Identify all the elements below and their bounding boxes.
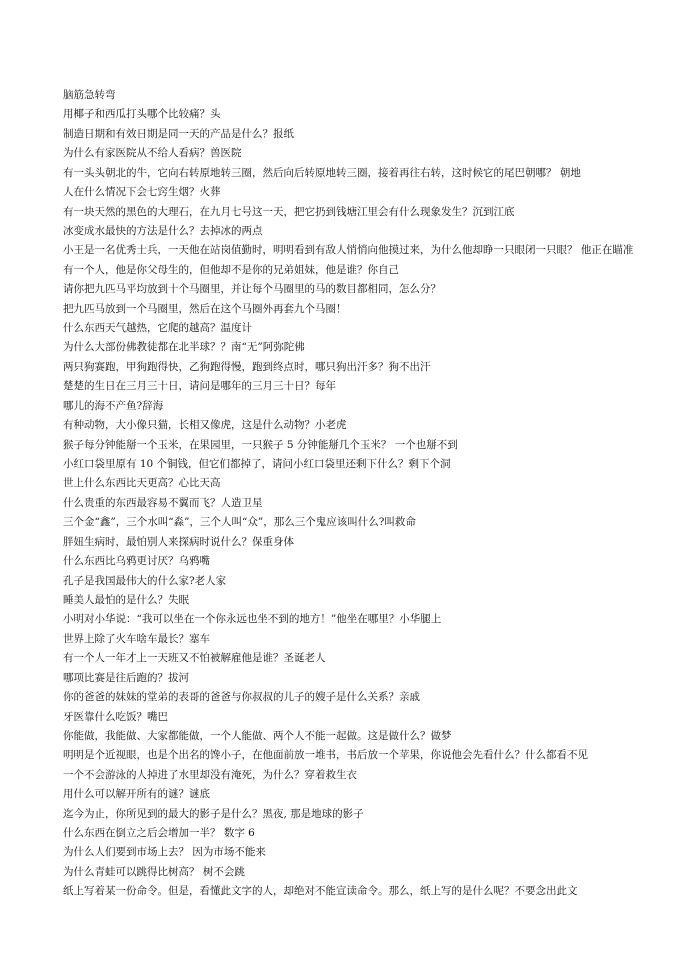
- riddle-line: 楚楚的生日在三月三十日，请问是哪年的三月三十日？每年: [63, 380, 336, 393]
- riddle-line: 请你把九匹马平均放到十个马圈里，并让每个马圈里的马的数目都相同，怎么分？: [63, 283, 441, 296]
- riddle-line: 小红口袋里原有 10 个铜钱，但它们都掉了，请问小红口袋里还剩下什么？剩下个洞: [63, 458, 451, 471]
- riddle-line: 把九匹马放到一个马圈里，然后在这个马圈外再套九个马圈！: [63, 302, 347, 315]
- riddle-line: 明明是个近视眼，也是个出名的馋小子，在他面前放一堆书，书后放一个苹果，你说他会先看什么？什么都看不见: [63, 749, 588, 762]
- riddle-line: 两只狗赛跑，甲狗跑得快，乙狗跑得慢，跑到终点时，哪只狗出汗多？狗不出汗: [63, 360, 431, 373]
- riddle-line: 胖妞生病时，最怕别人来探病时说什么？保重身体: [63, 535, 294, 548]
- riddle-line: 纸上写着某一份命令。但是，看懂此文字的人，却绝对不能宣读命令。那么，纸上写的是什么呢？不要念出此文: [63, 885, 578, 898]
- riddle-line: 三个金“鑫”，三个水叫“淼”，三个人叫“众”，那么三个鬼应该叫什么?叫救命: [63, 516, 416, 529]
- riddle-line: 有一块天然的黑色的大理石，在九月七号这一天，把它扔到钱塘江里会有什么现象发生？沉到江底: [63, 205, 515, 218]
- riddle-line: 人在什么情况下会七窍生烟？火葬: [63, 186, 221, 199]
- document-title: 脑筋急转弯: [63, 89, 116, 101]
- riddle-line: 为什么大部份佛教徒都在北半球？？南“无”阿弥陀佛: [63, 341, 305, 354]
- riddle-line: 用椰子和西瓜打头哪个比较痛？头: [63, 108, 221, 121]
- riddle-line: 睡美人最怕的是什么？失眠: [63, 593, 189, 606]
- riddle-line: 什么贵重的东西最容易不翼而飞？人造卫星: [63, 496, 263, 509]
- riddle-line: 有一头头朝北的牛，它向右转原地转三圈，然后向后转原地转三圈，接着再往右转，这时候它的尾巴朝哪？ 朝地: [63, 166, 581, 179]
- riddle-line: 有一个人，他是你父母生的，但他却不是你的兄弟姐妹，他是谁？你自己: [63, 263, 399, 276]
- riddle-line: 制造日期和有效日期是同一天的产品是什么？报纸: [63, 127, 294, 140]
- riddle-line: 为什么人们要到市场上去？ 因为市场不能来: [63, 846, 266, 859]
- riddle-line: 迄今为止，你所见到的最大的影子是什么？黑夜, 那是地球的影子: [63, 807, 364, 820]
- riddle-line: 什么东西天气越热，它爬的越高？温度计: [63, 322, 252, 335]
- riddle-line: 冰变成水最快的方法是什么？去掉冰的两点: [63, 224, 263, 237]
- riddle-line: 小王是一名优秀士兵，一天他在站岗值勤时，明明看到有敌人悄悄向他摸过来，为什么他却睁一只眼闭一只眼？ 他正在瞄准: [63, 244, 634, 257]
- document-body: [63, 86, 663, 902]
- riddle-line: 什么东西比乌鸦更讨厌？乌鸦嘴: [63, 555, 210, 568]
- riddle-line: 你能做，我能做、大家都能做，一个人能做、两个人不能一起做。这是做什么？做梦: [63, 729, 452, 742]
- riddle-line: 为什么有家医院从不给人看病？兽医院: [63, 147, 242, 160]
- riddle-line: 什么东西在倒立之后会增加一半？ 数字 6: [63, 827, 255, 840]
- riddle-line: 牙医靠什么吃饭？嘴巴: [63, 710, 168, 723]
- riddle-line: 小明对小华说：“我可以坐在一个你永远也坐不到的地方！”他坐在哪里？小华腿上: [63, 613, 442, 626]
- riddle-line: 哪儿的海不产鱼?辞海: [63, 399, 164, 412]
- riddle-line: 孔子是我国最伟大的什么家?老人家: [63, 574, 227, 587]
- riddle-line: 用什么可以解开所有的谜？谜底: [63, 788, 210, 801]
- riddle-line: 有种动物，大小像只猫，长相又像虎，这是什么动物？小老虎: [63, 419, 347, 432]
- riddle-line: 有一个人一年才上一天班又不怕被解雇他是谁？圣诞老人: [63, 652, 326, 665]
- riddle-line: 哪项比赛是往后跑的？拔河: [63, 671, 189, 684]
- riddle-line: 世界上除了火车啥车最长？塞车: [63, 632, 210, 645]
- riddle-line: 为什么青蛙可以跳得比树高？ 树不会跳: [63, 865, 245, 878]
- riddle-line: 你的爸爸的妹妹的堂弟的表哥的爸爸与你叔叔的儿子的嫂子是什么关系？亲戚: [63, 691, 420, 704]
- riddle-line: 一个不会游泳的人掉进了水里却没有淹死，为什么？穿着救生衣: [63, 768, 357, 781]
- riddle-line: 猴子每分钟能掰一个玉米，在果园里，一只猴子 5 分钟能掰几个玉米？ 一个也掰不到: [63, 438, 458, 451]
- riddle-line: 世上什么东西比天更高？心比天高: [63, 477, 221, 490]
